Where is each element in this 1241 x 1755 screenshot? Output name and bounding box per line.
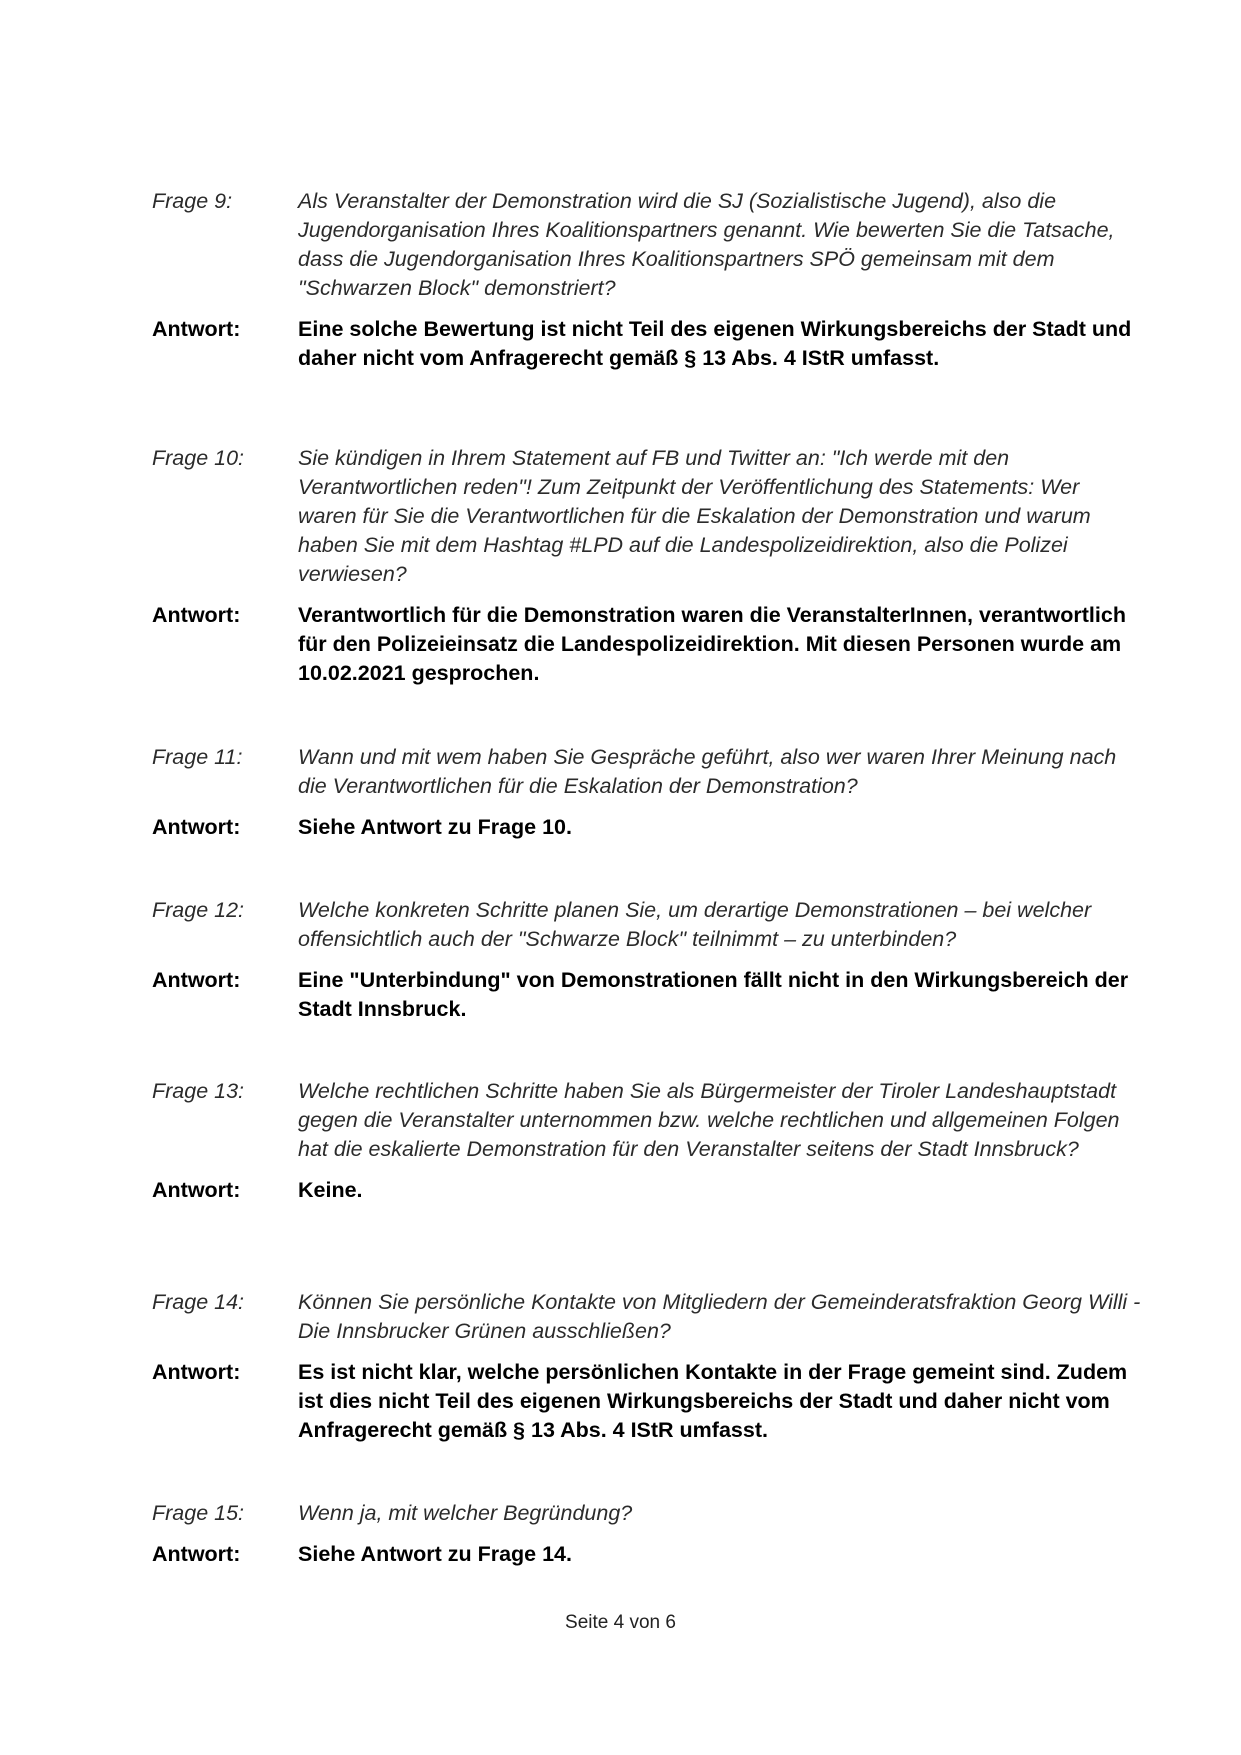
answer-row [152,966,1142,1024]
question-text: Welche konkreten Schritte planen Sie, um derartige Demonstrationen – bei welcher offensichtlich auch der "Schwarze Block" teilnimmt – zu unterbinden? [298,898,1092,951]
answer-row [152,1176,1142,1205]
question-text: Als Veranstalter der Demonstration wird die SJ (Sozialistische Jugend), also die Jugendorganisation Ihres Koalitionspartners genannt. Wie bewerten Sie die Tatsache, dass die Jugendorganisation Ihres Koalitionspartners SPÖ gemeinsam mit dem "Schwarzen Block" demonstriert? [298,189,1115,300]
question-row [152,896,1142,954]
question-label: Frage 13: [152,1079,245,1103]
qa-block-frage-10 [152,444,1142,688]
qa-block-frage-13 [152,1077,1142,1205]
answer-row [152,1358,1142,1445]
qa-block-frage-14 [152,1288,1142,1445]
question-label: Frage 10: [152,446,245,470]
qa-block-frage-12 [152,896,1142,1024]
question-row [152,1288,1142,1346]
answer-label: Antwort: [152,317,241,341]
answer-row [152,315,1142,373]
answer-label: Antwort: [152,603,241,627]
answer-label: Antwort: [152,815,241,839]
answer-text: Eine solche Bewertung ist nicht Teil des eigenen Wirkungsbereichs der Stadt und daher nicht vom Anfragerecht gemäß § 13 Abs. 4 IStR umfasst. [298,317,1132,370]
question-row [152,1499,1142,1528]
question-text: Können Sie persönliche Kontakte von Mitgliedern der Gemeinderatsfraktion Georg Willi - Die Innsbrucker Grünen ausschließen? [298,1290,1141,1343]
page-number-footer: Seite 4 von 6 [565,1612,676,1633]
answer-text: Siehe Antwort zu Frage 10. [298,815,572,839]
qa-block-frage-9 [152,187,1142,373]
answer-label: Antwort: [152,1178,241,1202]
question-label: Frage 15: [152,1501,245,1525]
answer-row [152,1540,1142,1569]
answer-label: Antwort: [152,1360,241,1384]
question-text: Wenn ja, mit welcher Begründung? [298,1501,633,1525]
question-label: Frage 12: [152,898,245,922]
question-row [152,187,1142,303]
qa-block-frage-11 [152,743,1142,842]
answer-text: Siehe Antwort zu Frage 14. [298,1542,572,1566]
question-text: Welche rechtlichen Schritte haben Sie als Bürgermeister der Tiroler Landeshauptstadt gegen die Veranstalter unternommen bzw. welche rechtlichen und allgemeinen Folgen hat die eskalierte Demonstration für den Veranstalter seitens der Stadt Innsbruck? [298,1079,1120,1161]
answer-text: Keine. [298,1178,363,1202]
question-text: Sie kündigen in Ihrem Statement auf FB und Twitter an: "Ich werde mit den Verantwortlichen reden"! Zum Zeitpunkt der Veröffentlichung des Statements: Wer waren für Sie die Verantwortlichen für die Eskalation der Demonstration und warum haben Sie mit dem Hashtag #LPD auf die Landespolizeidirektion, also die Polizei verwiesen? [298,446,1091,586]
answer-text: Verantwortlich für die Demonstration waren die VeranstalterInnen, verantwortlich für den Polizeieinsatz die Landespolizeidirektion. Mit diesen Personen wurde am 10.02.2021 gesprochen. [298,603,1126,685]
question-text: Wann und mit wem haben Sie Gespräche geführt, also wer waren Ihrer Meinung nach die Verantwortlichen für die Eskalation der Demonstration? [298,745,1117,798]
answer-label: Antwort: [152,1542,241,1566]
question-row [152,743,1142,801]
answer-text: Eine "Unterbindung" von Demonstrationen fällt nicht in den Wirkungsbereich der Stadt Innsbruck. [298,968,1129,1021]
question-label: Frage 14: [152,1290,245,1314]
question-row [152,444,1142,589]
question-label: Frage 9: [152,189,233,213]
answer-label: Antwort: [152,968,241,992]
question-row [152,1077,1142,1164]
answer-row [152,601,1142,688]
question-label: Frage 11: [152,745,243,769]
answer-text: Es ist nicht klar, welche persönlichen Kontakte in der Frage gemeint sind. Zudem ist dies nicht Teil des eigenen Wirkungsbereichs der Stadt und daher nicht vom Anfragerecht gemäß § 13 Abs. 4 IStR umfasst. [298,1360,1128,1442]
answer-row [152,813,1142,842]
qa-block-frage-15 [152,1499,1142,1569]
